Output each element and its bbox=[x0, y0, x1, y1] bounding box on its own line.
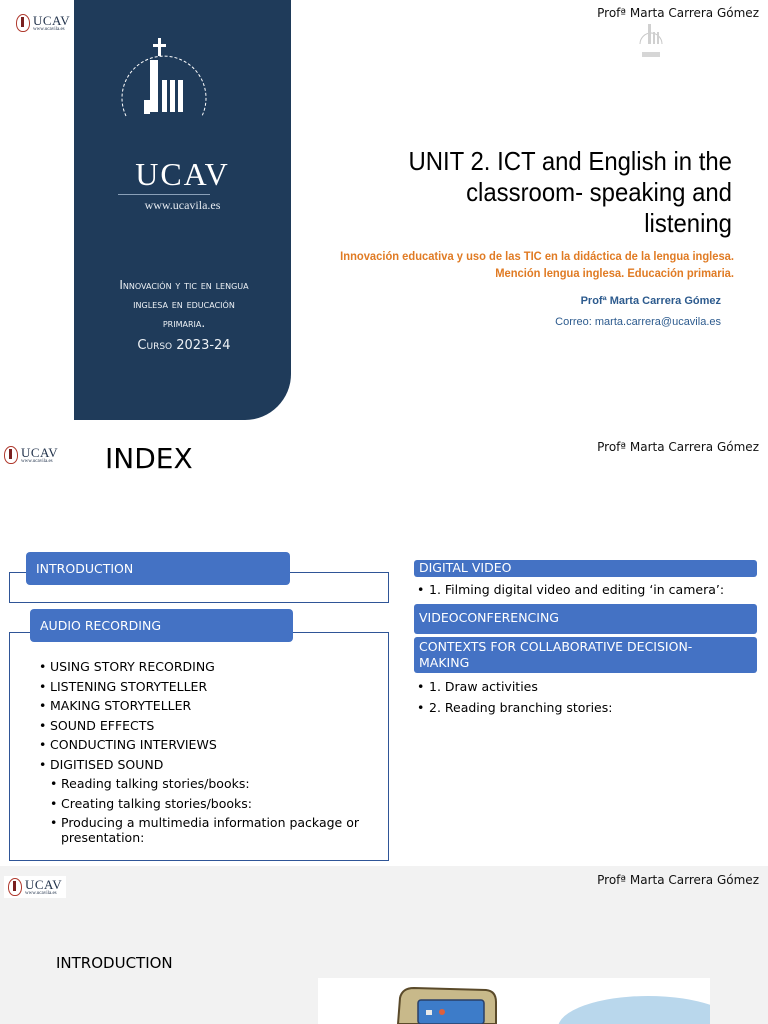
digital-video-tag: DIGITAL VIDEO bbox=[414, 560, 757, 577]
logo-brand: UCAV bbox=[33, 13, 71, 28]
course-subtitle bbox=[306, 248, 734, 282]
videoconferencing-tag: VIDEOCONFERENCING bbox=[414, 604, 757, 634]
logo-url: www.ucavila.es bbox=[21, 459, 53, 464]
digital-video-list bbox=[415, 582, 760, 603]
introduction-title: INTRODUCTION bbox=[56, 954, 173, 972]
course-line: primaria. bbox=[162, 316, 206, 330]
university-seal-icon bbox=[114, 36, 214, 146]
computer-illustration-icon bbox=[318, 978, 710, 1024]
audio-recording-list bbox=[39, 659, 379, 850]
index-title: INDEX bbox=[105, 442, 193, 475]
logo-url: www.ucavila.es bbox=[25, 891, 57, 896]
unit-title-line: UNIT 2. ICT and English in the bbox=[408, 146, 732, 176]
panel-url: www.ucavila.es bbox=[144, 198, 221, 212]
list-item: • 1. Filming digital video and editing ‘in camera’: bbox=[415, 582, 760, 597]
professor-header: Profª Marta Carrera Gómez bbox=[597, 873, 759, 887]
list-item: • 2. Reading branching stories: bbox=[415, 700, 760, 715]
list-item: • LISTENING STORYTELLER bbox=[39, 679, 379, 694]
list-item: • DIGITISED SOUND bbox=[39, 757, 379, 772]
professor-header: Profª Marta Carrera Gómez bbox=[597, 6, 759, 20]
panel-divider bbox=[118, 194, 210, 195]
introduction-slide bbox=[0, 866, 768, 1024]
ucav-seal-icon bbox=[16, 14, 30, 32]
ucav-logo bbox=[16, 14, 70, 32]
faded-seal-icon bbox=[636, 18, 666, 62]
title-slide bbox=[0, 0, 768, 424]
ucav-seal-icon bbox=[8, 878, 22, 896]
logo-brand: UCAV bbox=[25, 877, 63, 892]
unit-title-line: listening bbox=[644, 208, 732, 238]
subtitle-line: Mención lengua inglesa. Educación primaria. bbox=[495, 266, 734, 280]
logo-brand: UCAV bbox=[21, 445, 59, 460]
course-name bbox=[94, 276, 274, 333]
list-item: • USING STORY RECORDING bbox=[39, 659, 379, 674]
list-subitem: • Creating talking stories/books: bbox=[50, 796, 379, 811]
ucav-logo bbox=[4, 876, 66, 898]
subtitle-line: Innovación educativa y uso de las TIC en la didáctica de la lengua inglesa. bbox=[340, 249, 734, 263]
list-item: • MAKING STORYTELLER bbox=[39, 698, 379, 713]
contexts-tag: CONTEXTS FOR COLLABORATIVE DECISION-MAKING bbox=[414, 637, 757, 673]
list-item: • SOUND EFFECTS bbox=[39, 718, 379, 733]
logo-url: www.ucavila.es bbox=[33, 27, 65, 32]
list-subitem: • Reading talking stories/books: bbox=[50, 776, 379, 791]
professor-name: Profª Marta Carrera Gómez bbox=[580, 295, 721, 307]
ucav-logo bbox=[4, 446, 58, 464]
professor-email: Correo: marta.carrera@ucavila.es bbox=[555, 316, 721, 328]
unit-title-line: classroom- speaking and bbox=[466, 177, 732, 207]
introduction-tag: INTRODUCTION bbox=[26, 552, 290, 585]
panel-brand: UCAV bbox=[135, 156, 230, 192]
list-item: • 1. Draw activities bbox=[415, 679, 760, 694]
list-subitem: • Producing a multimedia information package or presentation: bbox=[50, 815, 379, 845]
list-item: • CONDUCTING INTERVIEWS bbox=[39, 737, 379, 752]
professor-header: Profª Marta Carrera Gómez bbox=[597, 440, 759, 454]
course-line: Innovación y tic en lengua bbox=[119, 278, 249, 292]
unit-title bbox=[382, 146, 732, 239]
audio-recording-tag: AUDIO RECORDING bbox=[30, 609, 293, 642]
course-line: inglesa en educación bbox=[133, 297, 235, 311]
ucav-seal-icon bbox=[4, 446, 18, 464]
course-year: Curso 2023-24 bbox=[137, 338, 231, 353]
index-slide bbox=[0, 424, 768, 866]
contexts-list bbox=[415, 679, 760, 721]
